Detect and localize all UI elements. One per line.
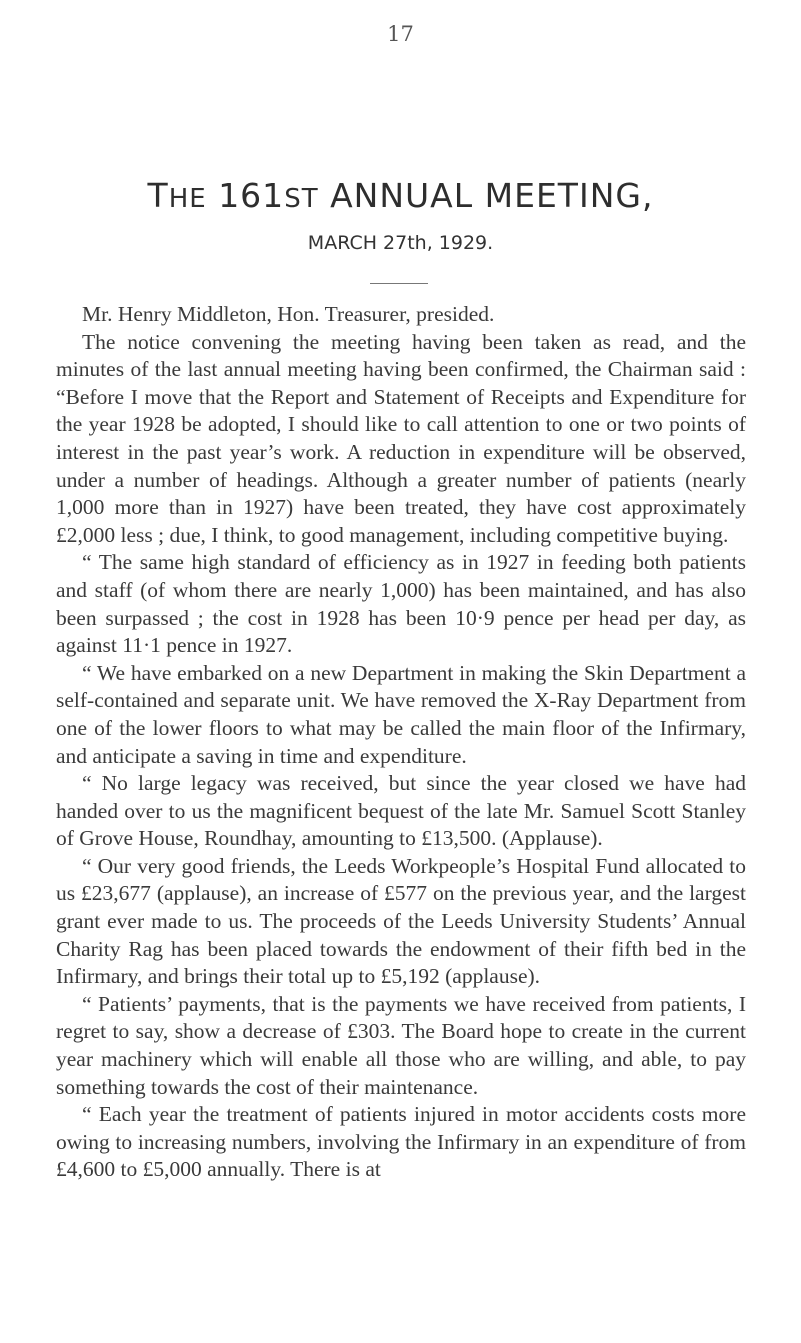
paragraph: Mr. Henry Middleton, Hon. Treasurer, presided. xyxy=(82,302,495,326)
meeting-date: MARCH 27th, 1929. xyxy=(307,232,494,254)
page-number: 17 xyxy=(387,22,414,46)
paragraph: “ Each year the treatment of patients injured in motor accidents costs more owing to increasing numbers, involving the Infirmary in an expenditure of from £4,600 to £5,000 annually. There is at xyxy=(56,1102,746,1182)
title-main: ANNUAL MEETING, xyxy=(330,176,654,215)
title-ordinal-number: 161 xyxy=(218,176,285,215)
paragraph: “ The same high standard of efficiency as in 1927 in feeding both patients and staff (of whom there are nearly 1,000) has been maintained, and has also been surpassed ; the cost in 1928 has been 10·9 pence per head per day, as against 11·1 pence in 1927. xyxy=(56,550,746,658)
divider-rule xyxy=(370,283,428,284)
paragraph: “ Patients’ payments, that is the payments we have received from patients, I regret to say, show a decrease of £303. The Board hope to create in the current year machinery which will enable all those who are willing, and able, to pay something towards the cost of their maintenance. xyxy=(56,991,746,1099)
body-text xyxy=(56,301,746,1184)
paragraph: “ We have embarked on a new Department in making the Skin Department a self-contained and separate unit. We have removed the X-Ray Department from one of the lower floors to what may be called the main floor of the Infirmary, and anticipate a saving in time and expenditure. xyxy=(56,660,746,768)
title-the-cap: T xyxy=(147,176,169,215)
title-the-rest: HE xyxy=(168,184,207,214)
paragraph: “ Our very good friends, the Leeds Workpeople’s Hospital Fund allocated to us £23,677 (applause), an increase of £577 on the previous year, and the largest grant ever made to us. The proceeds of the Leeds University Students’ Annual Charity Rag has been placed towards the endowment of their fifth bed in the Infirmary, and brings their total up to £5,192 (applause). xyxy=(56,853,746,989)
page-title xyxy=(0,176,801,215)
paragraph: The notice convening the meeting having been taken as read, and the minutes of the last annual meeting having been confirmed, the Chairman said : “Before I move that the Report and Statement of Receipts and Expenditure for the year 1928 be adopted, I should like to call attention to one or two points of interest in the past year’s work. A reduction in expenditure will be observed, under a number of headings. Although a greater number of patients (nearly 1,000 more than in 1927) have been treated, they have cost approximately £2,000 less ; due, I think, to good management, including competitive buying. xyxy=(56,329,746,547)
title-ordinal-suffix: ST xyxy=(284,184,319,214)
paragraph: “ No large legacy was received, but since the year closed we have had handed over to us the magnificent bequest of the late Mr. Samuel Scott Stanley of Grove House, Roundhay, amounting to £13,500. (Applause). xyxy=(56,771,746,851)
